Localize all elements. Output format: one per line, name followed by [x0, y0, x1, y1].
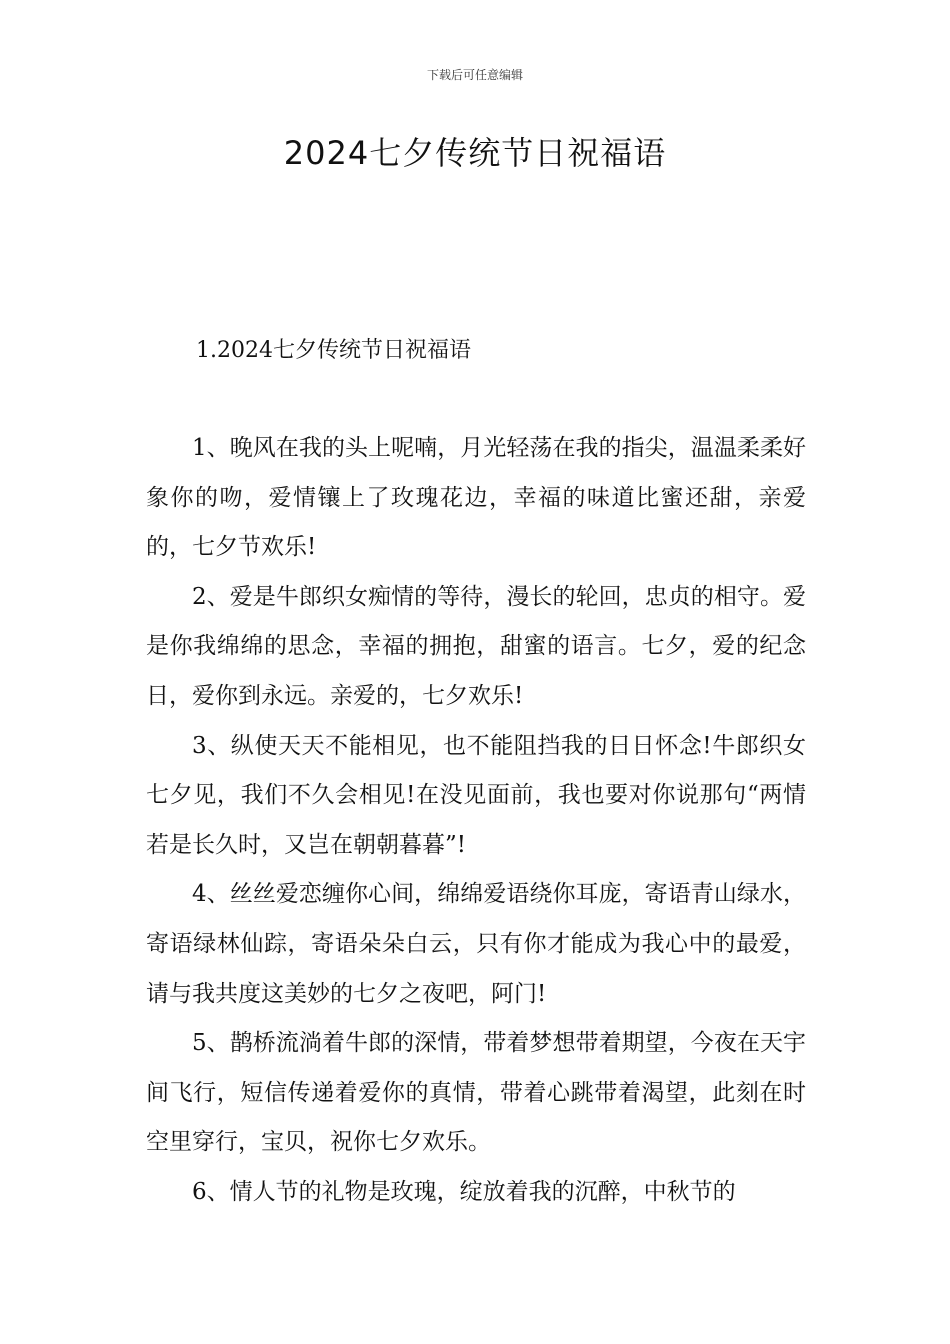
paragraph-1: 1、晚风在我的头上呢喃，月光轻荡在我的指尖，温温柔柔好象你的吻，爱情镶上了玫瑰花边，幸福的味道比蜜还甜，亲爱的，七夕节欢乐! [146, 435, 806, 561]
paragraph-3: 3、纵使天天不能相见，也不能阻挡我的日日怀念!牛郎织女七夕见，我们不久会相见!在没见面前，我也要对你说那句“两情若是长久时，又岂在朝朝暮暮”! [146, 732, 806, 858]
paragraph-6: 6、情人节的礼物是玫瑰，绽放着我的沉醉，中秋节的 [192, 1178, 736, 1205]
paragraph-2: 2、爱是牛郎织女痴情的等待，漫长的轮回，忠贞的相守。爱是你我绵绵的思念，幸福的拥抱，甜蜜的语言。七夕，爱的纪念日，爱你到永远。亲爱的，七夕欢乐! [146, 583, 806, 709]
header-note: 下载后可任意编辑 [426, 68, 523, 82]
document-title: 2024七夕传统节日祝福语 [283, 134, 667, 172]
paragraph-5: 5、鹊桥流淌着牛郎的深情，带着梦想带着期望，今夜在天宇间飞行，短信传递着爱你的真情，带着心跳带着渴望，此刻在时空里穿行，宝贝，祝你七夕欢乐。 [146, 1030, 806, 1156]
paragraph-4: 4、丝丝爱恋缠你心间，绵绵爱语绕你耳庞，寄语青山绿水，寄语绿林仙踪，寄语朵朵白云，只有你才能成为我心中的最爱，请与我共度这美妙的七夕之夜吧，阿门! [146, 881, 806, 1007]
section-heading: 1.2024七夕传统节日祝福语 [196, 338, 471, 363]
body-text [146, 424, 806, 1218]
